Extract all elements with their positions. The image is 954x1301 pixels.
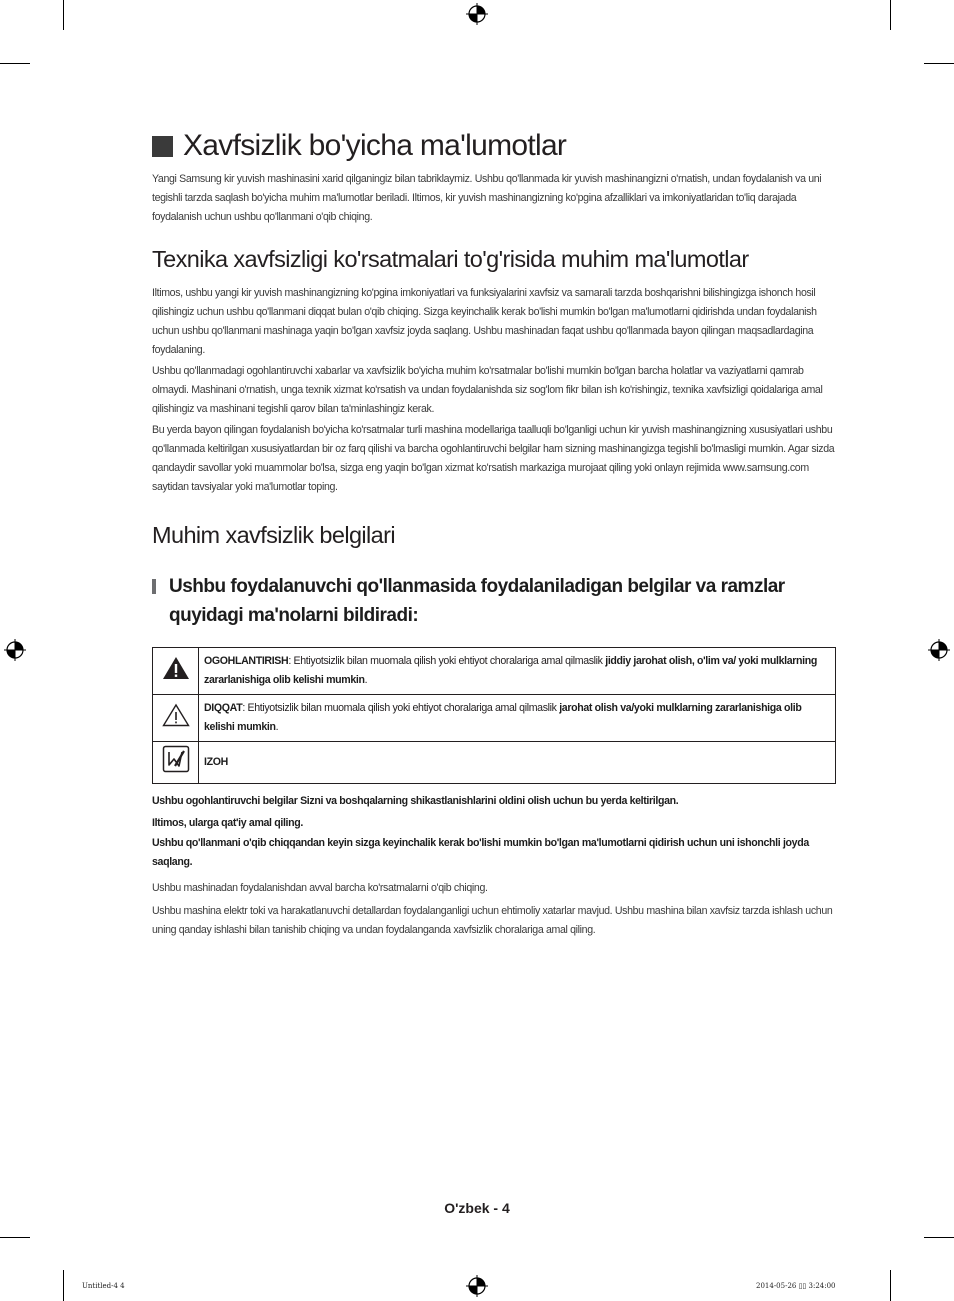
subheading-text: Ushbu foydalanuvchi qo'llanmasida foydalaniladigan belgilar va ramzlar quyidagi ma'nolarni bildiradi: [169,576,785,626]
registration-mark-icon [466,1275,488,1297]
symbol-label: OGOHLANTIRISH [204,655,289,667]
registration-mark-icon [466,3,488,25]
symbol-cell [153,742,199,784]
note-plain: Ushbu mashinadan foydalanishdan avval barcha ko'rsatmalarni o'qib chiqing. [152,882,488,894]
notes-block [152,791,836,940]
body-paragraph: Bu yerda bayon qilingan foydalanish bo'yicha ko'rsatmalar turli mashina modellariga taalluqli bo'lganligi uchun kir yuvish mashinangizning xususiyatlari ushbu qo'llanmada keltirilgan xususiyatlardan bir oz farq qilishi va barcha ogohlantiruvchi belgilar ham sizning mashinangizga tegishli bo'lmasligi mumkin. Agar sizda qandaydir savollar yoki muammolar bo'lsa, sizga eng yaqin bo'lgan xizmat ko'rsatish markaziga murojaat qiling yoki onlayn rejimida www.samsung.com saytidan tavsiyalar yoki ma'lumotlar toping. [152,424,835,493]
print-info-right: 2014-05-26 ▯▯ 3:24:00 [756,1282,836,1290]
title-square-icon [152,136,173,157]
registration-mark-icon [928,639,950,661]
symbol-label: IZOH [204,756,228,768]
warning-filled-triangle-icon [161,655,191,681]
body-paragraph: Ushbu qo'llanmadagi ogohlantiruvchi xabarlar va xavfsizlik bo'yicha muhim ko'rsatmalar bo'lishi mumkin bo'lgan barcha holatlar va vaziyatlarni qamrab olmaydi. Mashinani o'rnatish, unga texnik xizmat ko'rsatish va undan foydalanishda siz sog'lom fikr bilan ish ko'rishingiz, texnika xavfsizligi qoidalariga amal qilishingiz va mashinani tegishli qarov bilan ta'minlashingiz kerak. [152,365,823,415]
symbol-text: : Ehtiyotsizlik bilan muomala qilish yoki ehtiyot choralariga amal qilmaslik [288,655,606,667]
note-bold: Ushbu qo'llanmani o'qib chiqqandan keyin sizga keyinchalik kerak bo'lishi mumkin bo'lgan ma'lumotlarni qidirish uchun uni ishonchli joyda saqlang. [152,837,809,868]
note-bold: Iltimos, ularga qat'iy amal qiling. [152,817,303,829]
subheading [152,572,836,630]
note-pencil-icon [161,744,191,774]
symbol-cell [153,648,199,695]
print-info-left: Untitled-4 4 [82,1282,125,1290]
table-row [153,648,836,695]
crop-mark [924,63,954,64]
symbol-description [199,742,836,784]
registration-mark-icon [4,639,26,661]
symbol-text-end: . [275,721,279,733]
crop-mark [63,1270,64,1301]
symbol-description [199,695,836,742]
caution-outline-triangle-icon [161,702,191,728]
symbols-table [152,647,836,784]
section-heading: Texnika xavfsizligi ko'rsatmalari to'g'risida muhim ma'lumotlar [152,246,749,272]
page-title-text: Xavfsizlik bo'yicha ma'lumotlar [183,129,567,162]
symbol-cell [153,695,199,742]
note-plain: Ushbu mashina elektr toki va harakatlanuvchi detallardan foydalanganligi uchun ehtimoliy xatarlar mavjud. Ushbu mashina bilan xavfsiz tarzda ishlash uchun uning qanday ishlashi bilan tanishib chiqing va undan foydalanganda xavfsizlik choralariga amal qiling. [152,905,833,936]
page-footer: O'zbek - 4 [444,1200,510,1216]
page-content [152,128,836,940]
crop-mark [924,1237,954,1238]
note-bold: Ushbu ogohlantiruvchi belgilar Sizni va boshqalarning shikastlanishlarini oldini olish uchun bu yerda keltirilgan. [152,795,679,807]
page-title [152,128,836,164]
body-paragraph: Iltimos, ushbu yangi kir yuvish mashinangizning ko'pgina imkoniyatlari va funksiyalarini xavfsiz va samarali tarzda boshqarishni bilishingizga ishonch hosil qilishingiz uchun ushbu qo'llanmani diqqat bulan o'qib chiqing. Sizga keyinchalik kerak bo'lishi mumkin bo'lgan ma'lumotlarni qidirishda undan foydalanish uchun ushbu qo'llanmani mashinaga yaqin bo'lgan xavfsiz joyda saqlang. Ushbu mashinadan faqat ushbu qo'llanmada bayon qilingan maqsadlardagina foydalaning. [152,287,817,356]
symbol-text-end: . [364,674,368,686]
symbol-bold-text: jarohat olish va/yoki mulklarning zararlanishiga olib kelishi mumkin [204,702,802,733]
crop-mark [0,1237,30,1238]
section-heading: Muhim xavfsizlik belgilari [152,522,395,548]
table-row [153,695,836,742]
crop-mark [63,0,64,30]
symbol-description [199,648,836,695]
crop-mark [0,63,30,64]
table-row [153,742,836,784]
symbol-bold-text: jiddiy jarohat olish, o'lim va/ yoki mulklarning zararlanishiga olib kelishi mumkin [204,655,818,686]
crop-mark [890,1270,891,1301]
intro-paragraph: Yangi Samsung kir yuvish mashinasini xarid qilganingiz bilan tabriklaymiz. Ushbu qo'llanmada kir yuvish mashinangizni o'rnatish, undan foydalanish va uni tegishli tarzda saqlash bo'yicha muhim ma'lumotlar beriladi. Iltimos, kir yuvish mashinangizning ko'pgina afzalliklari va imkoniyatlaridan to'liq darajada foydalanish uchun ushbu qo'llanmani o'qib chiqing. [152,173,822,223]
subheading-bar-icon [152,579,156,594]
symbol-text: : Ehtiyotsizlik bilan muomala qilish yoki ehtiyot choralariga amal qilmaslik [242,702,560,714]
crop-mark [890,0,891,30]
symbol-label: DIQQAT [204,702,243,714]
